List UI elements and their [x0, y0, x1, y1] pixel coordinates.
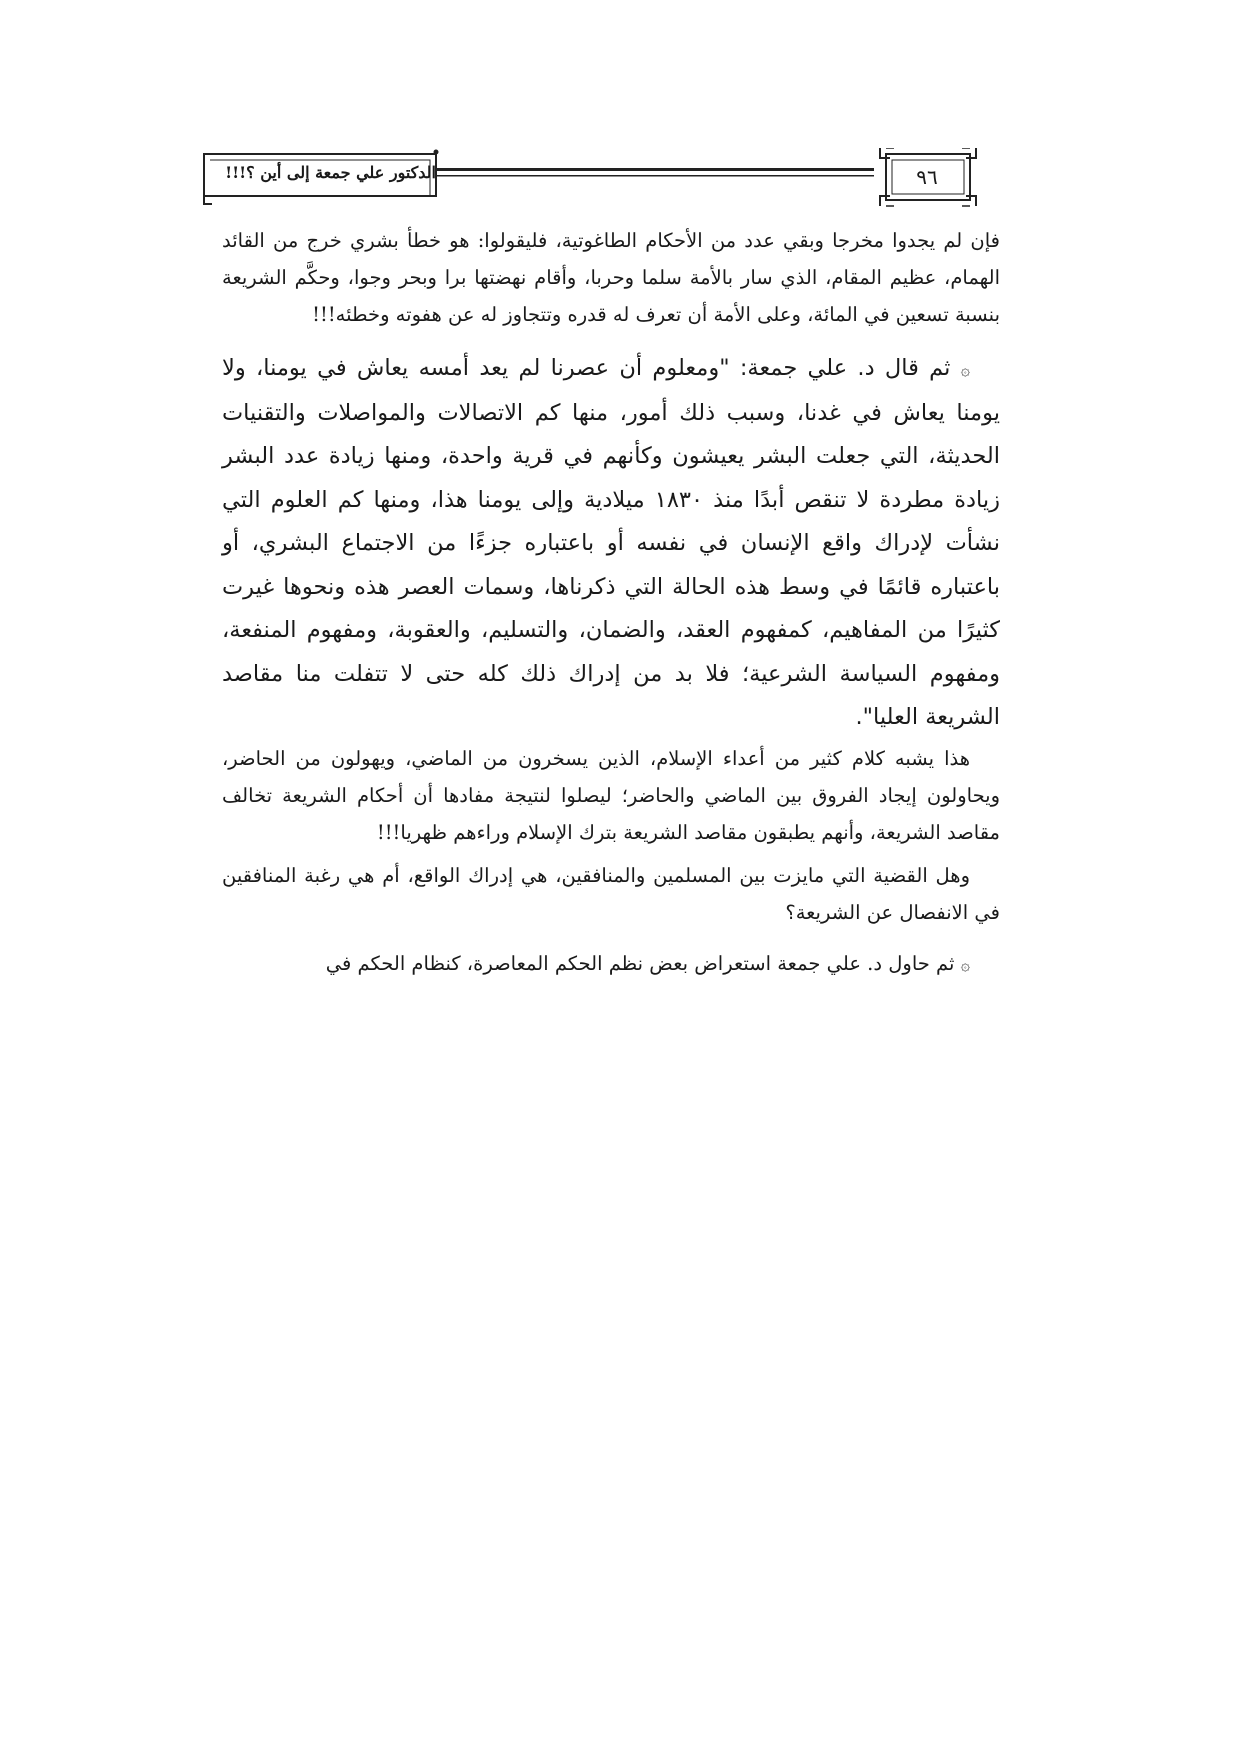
paragraph-5 — [222, 945, 1000, 983]
paragraph-4: وهل القضية التي مايزت بين المسلمين والمنافقين، هي إدراك الواقع، أم هي رغبة المنافقين في الانفصال عن الشريعة؟ — [222, 863, 1000, 924]
paragraph-3: هذا يشبه كلام كثير من أعداء الإسلام، الذين يسخرون من الماضي، ويهولون من الحاضر، ويحاولون إيجاد الفروق بين الماضي والحاضر؛ ليصلوا لنتيجة مفادها أن أحكام الشريعة تخالف مقاصد الشريعة، وأنهم يطبقون مقاصد الشريعة بترك الإسلام وراءهم ظهريا!!! — [222, 746, 1000, 844]
paragraph-5-text: ثم حاول د. علي جمعة استعراض بعض نظم الحكم المعاصرة، كنظام الحكم في — [325, 951, 955, 975]
ornament-icon: ۞ — [960, 954, 970, 974]
page-header — [200, 148, 980, 208]
paragraph-2-text: ثم قال د. علي جمعة: "ومعلوم أن عصرنا لم يعد أمسه يعاش في يومنا، ولا يومنا يعاش في غدنا، وسبب ذلك أمور، منها كم الاتصالات والمواصلات والتقنيات الحديثة، التي جعلت البشر يعيشون وكأنهم في قرية واحدة، ومنها زيادة عدد البشر زيادة مطردة لا تنقص أبدًا منذ ١٨٣٠ ميلادية وإلى يومنا هذا، ومنها كم العلوم التي نشأت لإدراك واقع الإنسان في نفسه أو باعتباره جزءًا من الاجتماع البشري، أو باعتباره قائمًا في وسط هذه الحالة التي ذكرناها، وسمات العصر هذه ونحوها غيرت كثيرًا من المفاهيم، كمفهوم العقد، والضمان، والتسليم، والعقوبة، ومفهوم المنفعة، ومفهوم السياسة الشرعية؛ فلا بد من إدراك ذلك كله حتى لا تتفلت منا مقاصد الشريعة العليا". — [222, 355, 1000, 730]
ornament-icon: ۞ — [960, 360, 970, 379]
paragraph-1: فإن لم يجدوا مخرجا وبقي عدد من الأحكام الطاغوتية، فليقولوا: هو خطأ بشري خرج من القائد الهمام، عظيم المقام، الذي سار بالأمة سلما وحربا، وأقام نهضتها برا وبحر وجوا، وحكَّم الشريعة بنسبة تسعين في المائة، وعلى الأمة أن تعرف له قدره وتتجاوز له عن هفوته وخطئه!!! — [222, 229, 1000, 326]
running-title: الدكتور علي جمعة إلى أين ؟!!! — [225, 163, 436, 182]
page-body — [222, 222, 1000, 983]
paragraph-2 — [222, 347, 1000, 740]
page-number: ٩٦ — [916, 165, 938, 189]
